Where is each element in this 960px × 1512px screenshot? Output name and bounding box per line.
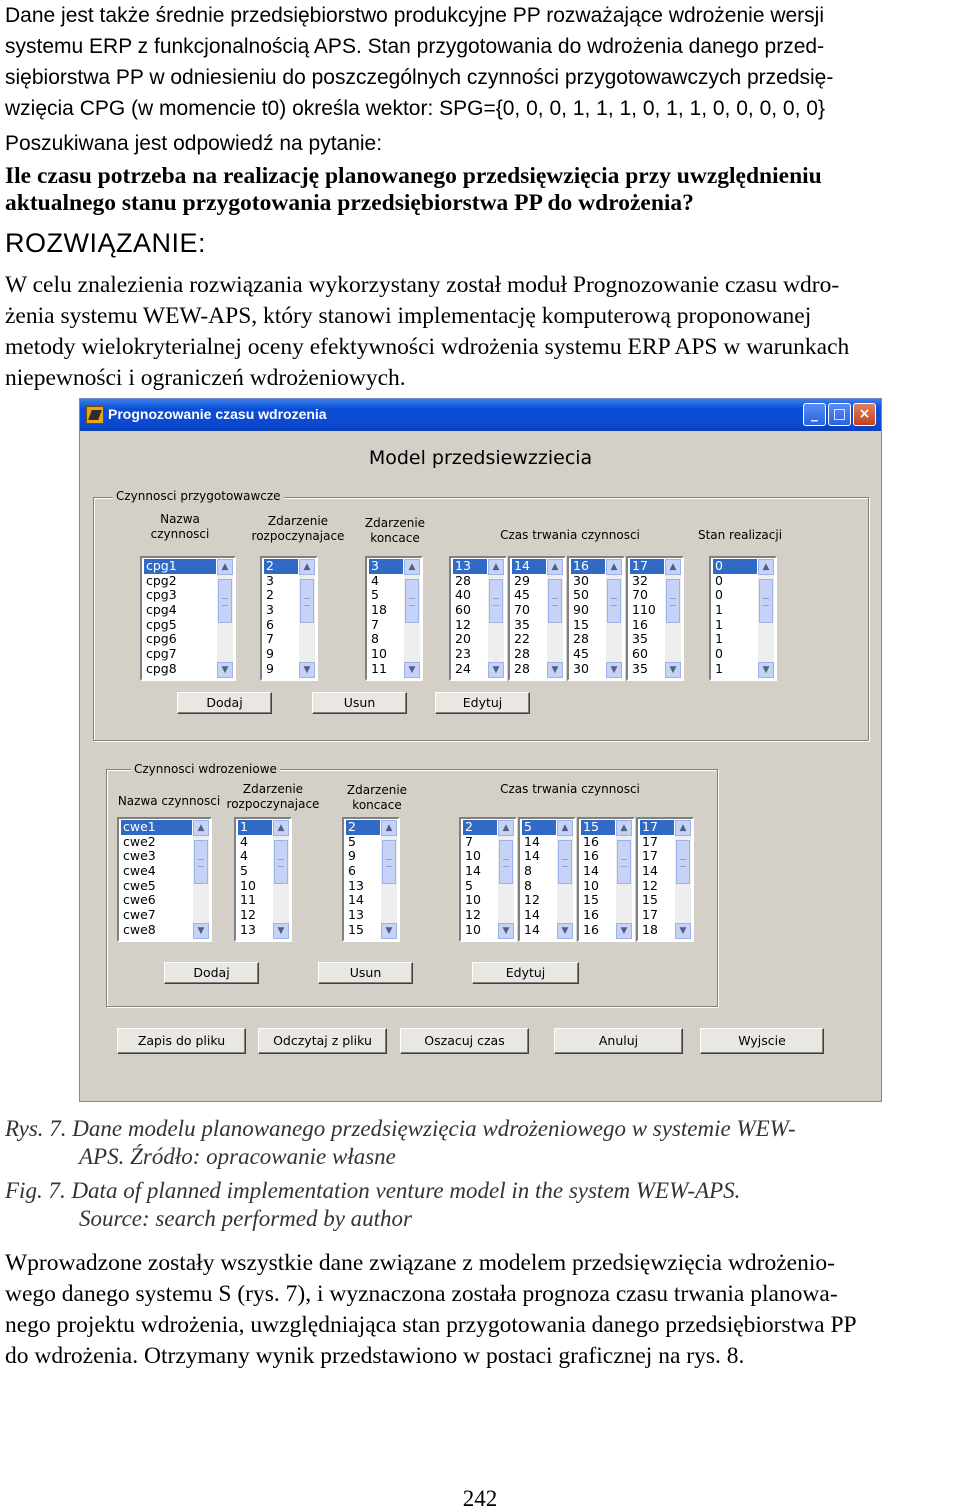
vertical-scrollbar[interactable] — [273, 820, 289, 939]
scroll-thumb[interactable] — [194, 840, 208, 884]
listbox-items — [346, 820, 380, 939]
vertical-scrollbar[interactable] — [217, 559, 233, 678]
list-item[interactable]: 12 — [642, 877, 658, 893]
list-item-selected[interactable]: 13 — [453, 559, 487, 574]
list-item[interactable]: 10 — [583, 877, 599, 893]
intro-line: wzięcia CPG (w momencie t0) określa wektor: SPG={0, 0, 0, 1, 1, 1, 0, 1, 1, 0, 0, 0, 0, 0} — [5, 97, 825, 120]
list-item[interactable]: 14 — [524, 833, 540, 849]
prep-start-list[interactable] — [260, 556, 318, 681]
vertical-scrollbar[interactable] — [498, 820, 514, 939]
list-item[interactable]: 4 — [240, 833, 248, 849]
scroll-down-arrow-icon[interactable]: ▼ — [665, 662, 681, 678]
vertical-scrollbar[interactable] — [299, 559, 315, 678]
list-item[interactable]: 7 — [465, 833, 473, 849]
listbox-items — [512, 559, 546, 678]
scroll-down-arrow-icon[interactable]: ▼ — [758, 662, 774, 678]
list-item[interactable]: cwe8 — [123, 921, 156, 937]
list-item[interactable]: cpg4 — [146, 602, 177, 618]
listbox-items — [238, 820, 272, 939]
prep-end-list[interactable] — [365, 556, 423, 681]
list-item[interactable]: 5 — [348, 833, 356, 849]
question-line: aktualnego stanu przygotowania przedsiębiorstwa PP do wdrożenia? — [5, 190, 694, 216]
vertical-scrollbar[interactable] — [665, 559, 681, 678]
scroll-down-arrow-icon[interactable]: ▼ — [547, 662, 563, 678]
list-item[interactable]: 28 — [514, 646, 530, 662]
scroll-up-arrow-icon[interactable]: ▲ — [557, 820, 573, 836]
list-item[interactable]: 24 — [455, 660, 471, 676]
scroll-thumb[interactable] — [218, 579, 232, 623]
intro-paragraph — [5, 0, 957, 124]
impl-names-list[interactable] — [117, 817, 212, 942]
list-item[interactable]: 70 — [632, 587, 648, 603]
impl-duration-list-1[interactable] — [459, 817, 517, 942]
listbox-items — [713, 559, 757, 678]
prep-duration-list-3[interactable] — [567, 556, 625, 681]
prep-status-list[interactable] — [709, 556, 777, 681]
scroll-down-arrow-icon[interactable]: ▼ — [299, 662, 315, 678]
scroll-down-arrow-icon[interactable]: ▼ — [606, 662, 622, 678]
prep-panel-label: Czynnosci przygotowawcze — [113, 489, 284, 503]
list-item-selected[interactable]: 3 — [369, 559, 403, 574]
title-bar[interactable] — [80, 399, 881, 431]
list-item[interactable]: 16 — [583, 833, 599, 849]
scroll-thumb[interactable] — [405, 579, 419, 623]
list-item[interactable]: 60 — [632, 646, 648, 662]
list-item[interactable]: 4 — [240, 848, 248, 864]
list-item[interactable]: 14 — [524, 921, 540, 937]
vertical-scrollbar[interactable] — [547, 559, 563, 678]
caption-en-line-1: Fig. 7. Data of planned implementation venture model in the system WEW-APS. — [5, 1178, 741, 1203]
load-from-file-button[interactable]: Odczytaj z pliku — [258, 1028, 387, 1054]
list-item[interactable]: 11 — [371, 660, 387, 676]
list-item-selected[interactable]: cpg1 — [144, 559, 216, 574]
list-item-selected[interactable]: 15 — [581, 820, 615, 835]
list-item[interactable]: 8 — [524, 863, 532, 879]
scroll-up-arrow-icon[interactable]: ▲ — [665, 559, 681, 575]
app-icon — [86, 406, 104, 424]
scroll-thumb[interactable] — [382, 840, 396, 884]
impl-remove-button[interactable]: Usun — [318, 962, 413, 984]
vertical-scrollbar[interactable] — [606, 559, 622, 678]
vertical-scrollbar[interactable] — [675, 820, 691, 939]
window-title: Prognozowanie czasu wdrozenia — [108, 406, 327, 422]
list-item[interactable]: 8 — [371, 631, 379, 647]
solution-paragraph — [5, 270, 957, 394]
list-item[interactable]: 13 — [348, 877, 364, 893]
impl-add-button[interactable]: Dodaj — [164, 962, 259, 984]
list-item[interactable]: 14 — [465, 863, 481, 879]
caption-pl-line-1: Rys. 7. Dane modelu planowanego przedsięwzięcia wdrożeniowego w systemie WEW- — [5, 1116, 796, 1141]
list-item[interactable]: 0 — [715, 646, 723, 662]
listbox-items — [571, 559, 605, 678]
vertical-scrollbar[interactable] — [758, 559, 774, 678]
scroll-up-arrow-icon[interactable]: ▲ — [758, 559, 774, 575]
listbox-items — [463, 820, 497, 939]
list-item[interactable]: 45 — [573, 646, 589, 662]
listbox-items — [144, 559, 216, 678]
prep-add-button[interactable]: Dodaj — [177, 692, 272, 714]
intro-line: Dane jest także średnie przedsiębiorstwo produkcyjne PP rozważające wdrożenie wersji — [5, 4, 825, 27]
list-item[interactable]: 6 — [266, 616, 274, 632]
list-item[interactable]: 70 — [514, 602, 530, 618]
list-item[interactable]: 32 — [632, 572, 648, 588]
listbox-items — [630, 559, 664, 678]
page-number: 242 — [462, 1486, 498, 1511]
list-item[interactable]: 1 — [715, 660, 723, 676]
list-item[interactable]: 17 — [642, 907, 658, 923]
impl-panel-label: Czynnosci wdrozeniowe — [131, 762, 280, 776]
scroll-down-arrow-icon[interactable]: ▼ — [488, 662, 504, 678]
scroll-thumb[interactable] — [300, 579, 314, 623]
list-item[interactable]: cwe3 — [123, 848, 156, 864]
list-item[interactable]: 12 — [455, 616, 471, 632]
minimize-button[interactable]: _ — [803, 403, 826, 426]
scroll-up-arrow-icon[interactable]: ▲ — [675, 820, 691, 836]
question-line: Ile czasu potrzeba na realizację planowanego przedsięwzięcia przy uwzględnieniu — [5, 163, 822, 189]
list-item[interactable]: 20 — [455, 631, 471, 647]
list-item[interactable]: 15 — [642, 892, 658, 908]
scroll-thumb[interactable] — [489, 579, 503, 623]
list-item[interactable]: 17 — [642, 848, 658, 864]
prep-edit-button[interactable]: Edytuj — [435, 692, 530, 714]
impl-start-list[interactable] — [234, 817, 292, 942]
list-item-selected[interactable]: 17 — [640, 820, 674, 835]
scroll-thumb[interactable] — [274, 840, 288, 884]
list-item[interactable]: 10 — [465, 848, 481, 864]
maximize-button[interactable]: □ — [828, 403, 851, 426]
list-item[interactable]: 11 — [240, 892, 256, 908]
listbox-items — [640, 820, 674, 939]
list-item[interactable]: cpg5 — [146, 616, 177, 632]
list-item[interactable]: 13 — [348, 907, 364, 923]
list-item-selected[interactable]: 2 — [463, 820, 497, 835]
list-item[interactable]: 18 — [371, 602, 387, 618]
list-item-selected[interactable]: 5 — [522, 820, 556, 835]
list-item[interactable]: cpg8 — [146, 660, 177, 676]
prep-remove-button[interactable]: Usun — [312, 692, 407, 714]
list-item-selected[interactable]: 17 — [630, 559, 664, 574]
list-item[interactable]: 9 — [348, 848, 356, 864]
listbox-items — [522, 820, 556, 939]
scroll-up-arrow-icon[interactable]: ▲ — [404, 559, 420, 575]
vertical-scrollbar[interactable] — [404, 559, 420, 678]
scroll-thumb[interactable] — [759, 579, 773, 623]
scroll-up-arrow-icon[interactable]: ▲ — [606, 559, 622, 575]
list-item[interactable]: 28 — [455, 572, 471, 588]
list-item[interactable]: 16 — [583, 848, 599, 864]
list-item[interactable]: 13 — [240, 921, 256, 937]
list-item[interactable]: 5 — [465, 877, 473, 893]
list-item[interactable]: 35 — [632, 660, 648, 676]
scroll-up-arrow-icon[interactable]: ▲ — [381, 820, 397, 836]
list-item[interactable]: 3 — [266, 602, 274, 618]
list-item[interactable]: 2 — [266, 587, 274, 603]
results-line: do wdrożenia. Otrzymany wynik przedstawiono w postaci graficznej na rys. 8. — [5, 1343, 745, 1369]
list-item-selected[interactable]: 0 — [713, 559, 757, 574]
list-item[interactable]: 9 — [266, 646, 274, 662]
list-item[interactable]: 30 — [573, 660, 589, 676]
results-line: Wprowadzone zostały wszystkie dane związane z modelem przedsięwzięcia wdrożenio- — [5, 1250, 835, 1276]
list-item[interactable]: cwe5 — [123, 877, 156, 893]
list-item[interactable]: cpg6 — [146, 631, 177, 647]
impl-col-start: Zdarzenie rozpoczynajace — [226, 782, 320, 811]
list-item[interactable]: 22 — [514, 631, 530, 647]
results-paragraph — [5, 1248, 957, 1372]
list-item[interactable]: 10 — [371, 646, 387, 662]
list-item[interactable]: cwe2 — [123, 833, 156, 849]
question-intro: Poszukiwana jest odpowiedź na pytanie: — [5, 132, 383, 155]
list-item[interactable]: 60 — [455, 602, 471, 618]
prep-col-end: Zdarzenie koncace — [364, 516, 426, 545]
solution-line: żenia systemu WEW-APS, który stanowi implementację komputerową proponowanej — [5, 303, 812, 329]
solution-line: niepewności i ograniczeń wdrożeniowych. — [5, 365, 406, 391]
list-item-selected[interactable]: 14 — [512, 559, 546, 574]
list-item[interactable]: 23 — [455, 646, 471, 662]
scroll-up-arrow-icon[interactable]: ▲ — [498, 820, 514, 836]
list-item[interactable]: 50 — [573, 587, 589, 603]
scroll-up-arrow-icon[interactable]: ▲ — [273, 820, 289, 836]
list-item[interactable]: 90 — [573, 602, 589, 618]
list-item[interactable]: 10 — [240, 877, 256, 893]
list-item[interactable]: 14 — [348, 892, 364, 908]
impl-duration-list-3[interactable] — [577, 817, 635, 942]
scroll-thumb[interactable] — [607, 579, 621, 623]
list-item-selected[interactable]: cwe1 — [121, 820, 192, 835]
scroll-thumb[interactable] — [558, 840, 572, 884]
list-item[interactable]: 8 — [524, 877, 532, 893]
list-item[interactable]: 14 — [524, 907, 540, 923]
list-item[interactable]: 14 — [642, 863, 658, 879]
exit-button[interactable]: Wyjscie — [700, 1028, 824, 1054]
prep-col-name: Nazwa czynnosci — [150, 512, 210, 541]
scroll-up-arrow-icon[interactable]: ▲ — [616, 820, 632, 836]
list-item[interactable]: 1 — [715, 631, 723, 647]
cancel-button[interactable]: Anuluj — [554, 1028, 683, 1054]
scroll-down-arrow-icon[interactable]: ▼ — [217, 662, 233, 678]
results-line: wego danego systemu S (rys. 7), i wyznaczona została prognoza czasu trwania planowa- — [5, 1281, 838, 1307]
list-item[interactable]: cpg2 — [146, 572, 177, 588]
listbox-items — [264, 559, 298, 678]
vertical-scrollbar[interactable] — [616, 820, 632, 939]
list-item[interactable]: 30 — [573, 572, 589, 588]
list-item[interactable]: 7 — [266, 631, 274, 647]
list-item[interactable]: 7 — [371, 616, 379, 632]
scroll-down-arrow-icon[interactable]: ▼ — [498, 923, 514, 939]
listbox-items — [453, 559, 487, 678]
vertical-scrollbar[interactable] — [557, 820, 573, 939]
list-item[interactable]: 15 — [573, 616, 589, 632]
list-item[interactable]: 14 — [524, 848, 540, 864]
scroll-thumb[interactable] — [676, 840, 690, 884]
scroll-up-arrow-icon[interactable]: ▲ — [299, 559, 315, 575]
estimate-time-button[interactable]: Oszacuj czas — [400, 1028, 529, 1054]
list-item[interactable]: cwe6 — [123, 892, 156, 908]
list-item-selected[interactable]: 16 — [571, 559, 605, 574]
list-item[interactable]: 18 — [642, 921, 658, 937]
close-button[interactable]: × — [853, 403, 876, 426]
caption-en-line-2: Source: search performed by author — [79, 1206, 413, 1231]
list-item[interactable]: 12 — [240, 907, 256, 923]
scroll-down-arrow-icon[interactable]: ▼ — [404, 662, 420, 678]
listbox-items — [369, 559, 403, 678]
impl-col-end: Zdarzenie koncace — [346, 783, 408, 812]
figure-caption-pl — [5, 1115, 796, 1171]
list-item[interactable]: 14 — [583, 863, 599, 879]
results-line: nego projektu wdrożenia, uwzględniająca stan przygotowania danego przedsiębiorstwa PP — [5, 1312, 857, 1338]
scroll-down-arrow-icon[interactable]: ▼ — [616, 923, 632, 939]
prep-duration-list-4[interactable] — [626, 556, 684, 681]
listbox-items — [581, 820, 615, 939]
list-item[interactable]: 35 — [632, 631, 648, 647]
list-item[interactable]: 0 — [715, 587, 723, 603]
list-item[interactable]: 16 — [632, 616, 648, 632]
scroll-thumb[interactable] — [548, 579, 562, 623]
scroll-thumb[interactable] — [666, 579, 680, 623]
list-item[interactable]: 15 — [348, 921, 364, 937]
list-item[interactable]: 0 — [715, 572, 723, 588]
research-question — [5, 163, 957, 217]
impl-col-duration: Czas trwania czynnosci — [500, 782, 640, 796]
prep-names-list[interactable] — [140, 556, 236, 681]
list-item[interactable]: 10 — [465, 921, 481, 937]
list-item[interactable]: 4 — [371, 572, 379, 588]
app-window — [79, 398, 882, 1102]
scroll-up-arrow-icon[interactable]: ▲ — [217, 559, 233, 575]
list-item[interactable]: cpg7 — [146, 646, 177, 662]
model-title: Model przedsiewzziecia — [368, 447, 593, 469]
list-item[interactable]: 110 — [632, 602, 656, 618]
list-item[interactable]: 40 — [455, 587, 471, 603]
scroll-down-arrow-icon[interactable]: ▼ — [273, 923, 289, 939]
list-item[interactable]: 12 — [524, 892, 540, 908]
vertical-scrollbar[interactable] — [488, 559, 504, 678]
list-item-selected[interactable]: 1 — [238, 820, 272, 835]
list-item[interactable]: 1 — [715, 616, 723, 632]
prep-col-start: Zdarzenie rozpoczynajace — [251, 514, 345, 543]
prep-duration-list-2[interactable] — [508, 556, 566, 681]
list-item[interactable]: cwe4 — [123, 863, 156, 879]
list-item[interactable]: cwe7 — [123, 907, 156, 923]
prep-duration-list-1[interactable] — [449, 556, 507, 681]
impl-edit-button[interactable]: Edytuj — [472, 962, 579, 984]
solution-line: metody wielokryterialnej oceny efektywności wdrożenia systemu ERP APS w warunkach — [5, 334, 850, 360]
list-item[interactable]: 16 — [583, 907, 599, 923]
list-item[interactable]: 5 — [371, 587, 379, 603]
solution-heading: ROZWIĄZANIE: — [5, 228, 206, 258]
list-item[interactable]: 9 — [266, 660, 274, 676]
impl-col-name: Nazwa czynnosci — [117, 794, 221, 808]
vertical-scrollbar[interactable] — [381, 820, 397, 939]
solution-line: W celu znalezienia rozwiązania wykorzystany został moduł Prognozowanie czasu wdro- — [5, 272, 840, 298]
list-item[interactable]: 35 — [514, 616, 530, 632]
scroll-thumb[interactable] — [617, 840, 631, 884]
intro-line: systemu ERP z funkcjonalnością APS. Stan przygotowania do wdrożenia danego przed- — [5, 35, 825, 58]
list-item[interactable]: 12 — [465, 907, 481, 923]
list-item[interactable]: 1 — [715, 602, 723, 618]
list-item[interactable]: 17 — [642, 833, 658, 849]
list-item[interactable]: 28 — [514, 660, 530, 676]
list-item[interactable]: 15 — [583, 892, 599, 908]
scroll-thumb[interactable] — [499, 840, 513, 884]
list-item[interactable]: 45 — [514, 587, 530, 603]
list-item[interactable]: 6 — [348, 863, 356, 879]
listbox-items — [121, 820, 192, 939]
prep-col-status: Stan realizacji — [697, 528, 783, 542]
save-to-file-button[interactable]: Zapis do pliku — [117, 1028, 246, 1054]
list-item[interactable]: 28 — [573, 631, 589, 647]
list-item[interactable]: 10 — [465, 892, 481, 908]
list-item[interactable]: cpg3 — [146, 587, 177, 603]
prep-col-duration: Czas trwania czynnosci — [500, 528, 640, 542]
scroll-down-arrow-icon[interactable]: ▼ — [675, 923, 691, 939]
scroll-up-arrow-icon[interactable]: ▲ — [488, 559, 504, 575]
figure-caption-en — [5, 1177, 740, 1233]
list-item[interactable]: 29 — [514, 572, 530, 588]
vertical-scrollbar[interactable] — [193, 820, 209, 939]
scroll-down-arrow-icon[interactable]: ▼ — [381, 923, 397, 939]
caption-pl-line-2: APS. Źródło: opracowanie własne — [79, 1144, 396, 1169]
scroll-down-arrow-icon[interactable]: ▼ — [557, 923, 573, 939]
impl-duration-list-2[interactable] — [518, 817, 576, 942]
impl-duration-list-4[interactable] — [636, 817, 694, 942]
list-item[interactable]: 16 — [583, 921, 599, 937]
list-item-selected[interactable]: 2 — [346, 820, 380, 835]
scroll-up-arrow-icon[interactable]: ▲ — [193, 820, 209, 836]
scroll-up-arrow-icon[interactable]: ▲ — [547, 559, 563, 575]
list-item-selected[interactable]: 2 — [264, 559, 298, 574]
intro-line: siębiorstwa PP w odniesieniu do poszczególnych czynności przygotowawczych przedsię- — [5, 66, 834, 89]
list-item[interactable]: 5 — [240, 863, 248, 879]
scroll-down-arrow-icon[interactable]: ▼ — [193, 923, 209, 939]
impl-end-list[interactable] — [342, 817, 400, 942]
list-item[interactable]: 3 — [266, 572, 274, 588]
